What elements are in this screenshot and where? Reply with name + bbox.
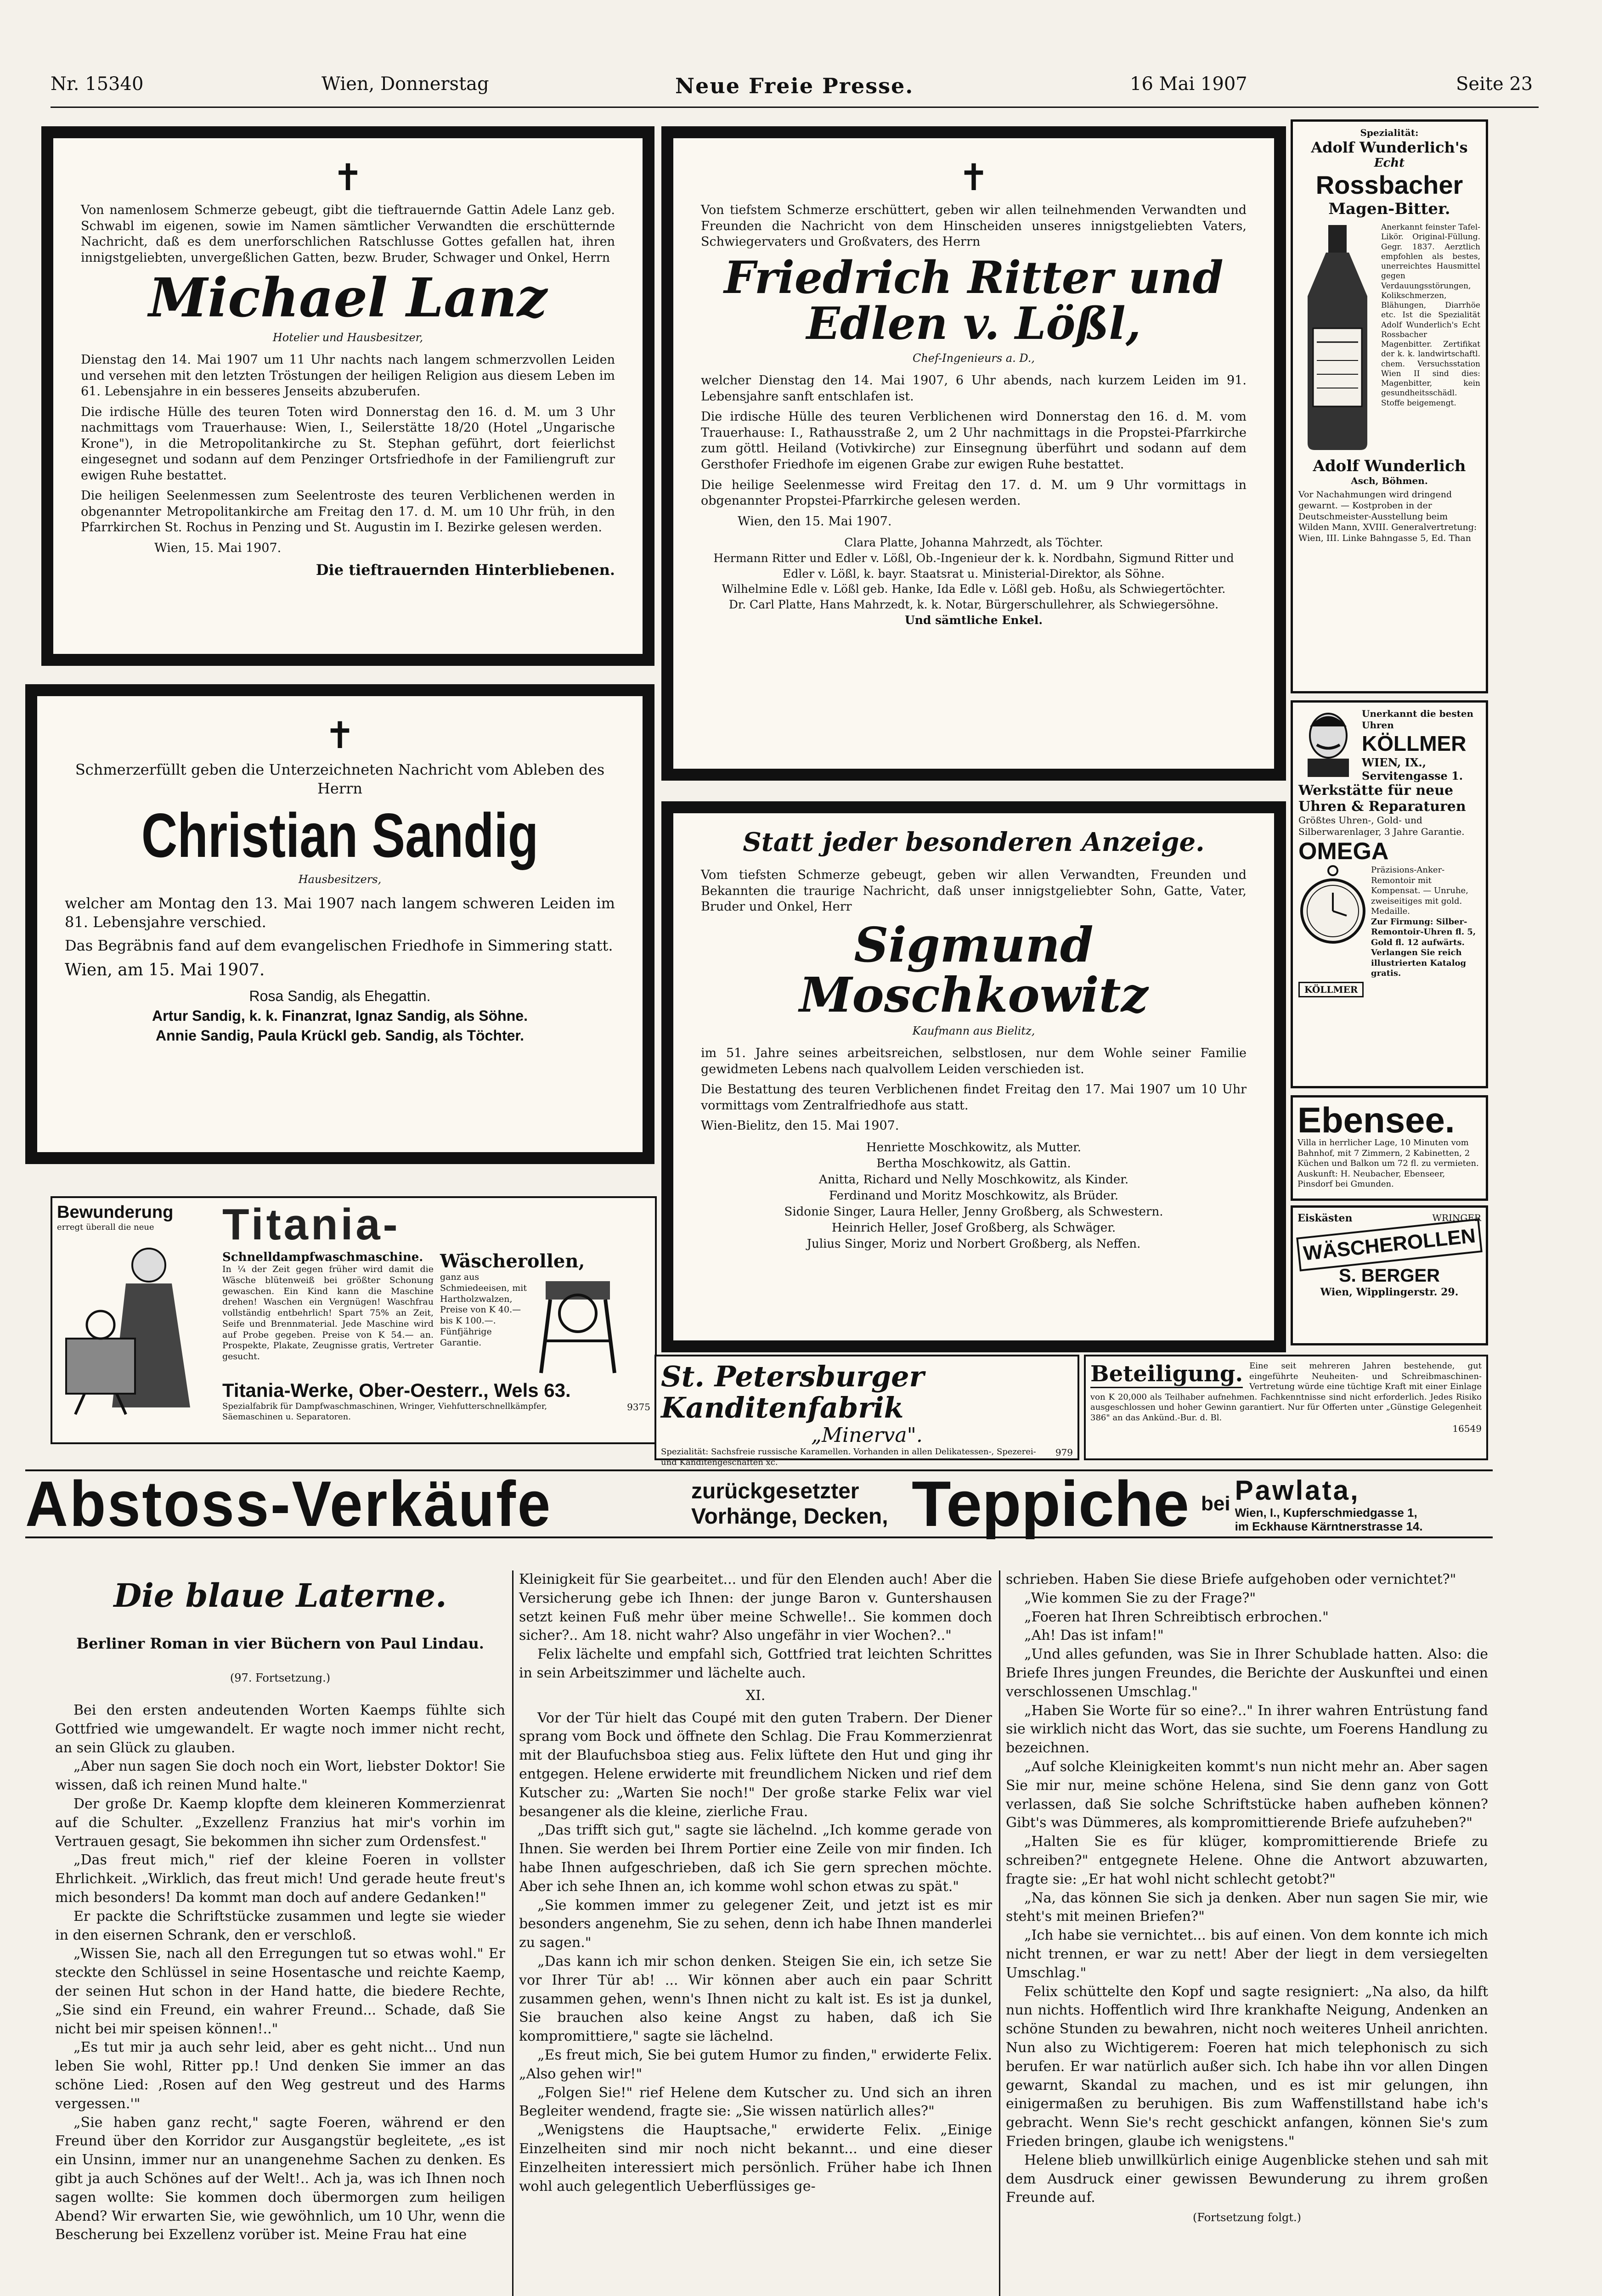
ad-footer-text: Vor Nachahmungen wird dringend gewarnt. — Kostproben in der Deutschmeister-Ausstellung beim Wilden Mann, XVIII. Generalvertretung: Wien, III. Linke Bahngasse 5, Ed. Than [1298, 490, 1477, 543]
paragraph: „Na, das können Sie sich ja denken. Aber nun sagen Sie mir, wie steht's mit meinen Briefen?" [1006, 1890, 1488, 1925]
ad-brand: Titania- [222, 1200, 400, 1249]
ad-name: St. Petersburger Kanditenfabrik [661, 1360, 925, 1425]
paragraph: „Das kann ich mir schon denken. Steigen Sie ein, ich setze Sie vor Ihrer Tür ab! ... Wir können aber auch ein paar Schritt zusammen gehen, wenn's Ihnen nicht zu kalt ist. Es ist ja dunkel, Sie brauchen also keine Angst zu haben, daß ich Sie kompromittiere," sagte sie lächelnd. [519, 1953, 992, 2045]
signers [65, 986, 615, 1046]
paragraph: „Aber nun sagen Sie doch noch ein Wort, liebster Doktor! Sie wissen, daß ich reinen Mund halte." [55, 1758, 505, 1794]
paragraph: Kleinigkeit für Sie gearbeitet... und für den Elenden auch! Aber die Versicherung gebe ich Ihnen: der junge Baron v. Guntershausen setzt keinen Fuß mehr über meine Schwelle!.. Sie kommen doch sicher?.. Am 18. nicht wahr? Also ungefähr in vier Wochen?.." [519, 1571, 992, 1644]
cross-icon: ✝ [332, 156, 364, 199]
issue-number: Nr. 15340 [51, 73, 144, 95]
ad-title: Ebensee. [1297, 1100, 1455, 1140]
ad-product: Magen-Bitter. [1328, 200, 1450, 218]
paper-name: Neue Freie Presse. [675, 73, 914, 98]
ad-left-sub: erregt überall die neue [57, 1222, 154, 1232]
paragraph: „Das trifft sich gut," sagte sie lächelnd. „Ich komme gerade von Ihnen. Sie werden bei Ihrem Portier eine Zeile von mir finden. Ich habe Ihnen aufgeschrieben, daß ich Sie gern sprechen möchte. Aber ich sehe Ihnen an, ich komme wohl schon etwas zu spät." [519, 1822, 992, 1895]
paragraph: Bei den ersten andeutenden Worten Kaemps fühlte sich Gottfried wie umgewandelt. Er wagte noch immer nicht recht, an sein Glück zu glauben. [55, 1702, 505, 1756]
ad-echt: Echt [1374, 156, 1405, 170]
signer-line: Bertha Moschkowitz, als Gattin. [876, 1156, 1071, 1171]
ad-code: 16549 [1452, 1423, 1482, 1434]
banner-product: Teppiche [912, 1468, 1190, 1540]
paragraph: „Es tut mir ja auch sehr leid, aber es geht nicht... Und nun leben Sie wohl, Ritter pp.! Und denken Sie immer an das schöne Lied: ‚Rosen auf den Weg gestreut und des Harms vergessen.'" [55, 2039, 505, 2112]
serial-installment: (97. Fortsetzung.) [230, 1671, 331, 1684]
ad-company-sub: Spezialfabrik für Dampfwaschmaschinen, Wringer, Viehfutterschnellkämpfer, Säemaschinen u. Separatoren. [222, 1401, 547, 1422]
continuation-note: (Fortsetzung folgt.) [1193, 2211, 1301, 2224]
signer-line: Wilhelmine Edle v. Lößl geb. Hanke, Ida Edle v. Lößl geb. Hoßu, als Schwiegertöchter. [722, 582, 1226, 596]
paragraph: „Foeren hat Ihren Schreibtisch erbrochen." [1024, 1609, 1329, 1625]
banner-address-1: Wien, I., Kupferschmiedgasse 1, [1235, 1505, 1417, 1519]
place-date: Wien, 15. Mai 1907. [154, 541, 282, 555]
obituary-body-1: im 51. Jahre seines arbeitsreichen, selbstlosen, nur dem Wohle seiner Familie gewidmeten Lebens nach qualvollem Leiden verschieden ist. [701, 1046, 1247, 1076]
obituary-body-3: Die heilige Seelenmesse wird Freitag den 17. d. M. um 9 Uhr vormittags in obgenannter Propstei-Pfarrkirche gelesen werden. [701, 478, 1247, 508]
notice-header: Statt jeder besonderen Anzeige. [743, 827, 1205, 857]
wringer-machine-icon [532, 1272, 624, 1378]
signer-line: Und sämtliche Enkel. [904, 613, 1043, 627]
ad-brand: Rossbacher [1315, 170, 1463, 199]
column-divider [999, 1570, 1000, 2296]
serial-title: Die blaue Laterne. [113, 1576, 447, 1615]
obituary-body-1: welcher am Montag den 13. Mai 1907 nach langem schweren Leiden im 81. Lebensjahre verschied. [65, 894, 615, 931]
paragraph: Der große Dr. Kaemp klopfte dem kleineren Kommerzienrat auf die Schulter. „Exzellenz Franzius hat mir's vorhin im Vertrauen gesagt, Sie bekommen ihn sicher zum Ordensfest." [55, 1795, 505, 1850]
ad-line: Zur Firmung: Silber-Remontoir-Uhren fl. 5, Gold fl. 12 aufwärts. [1371, 917, 1476, 947]
ad-line: Unerkannt die besten Uhren [1362, 708, 1474, 731]
obituary-intro: Von namenlosem Schmerze gebeugt, gibt die tieftrauernde Gattin Adele Lanz geb. Schwabl im eigenen, sowie im Namen sämtlicher Verwandten die erschütternde Nachricht, daß es dem unerforschlichen Ratschlusse Gottes gefallen hat, ihren innigstgeliebten, unvergeßlichen Gatten, bezw. Bruder, Schwager und Onkel, Herrn [81, 203, 615, 265]
ad-text: Eine seit mehreren Jahren bestehende, gut eingeführte Neuheiten- und Schreibmaschinen-Vertretung würde eine tüchtige Kraft mit einer Einlage von K 20,000 als Teilhaber aufnehmen. Fachkenntnisse sind nicht erforderlich. Jedes Risiko ausgeschlossen und hoher Gewinn garantiert. Nur für Offerten unter „Günstige Gelegenheit 386" an das Ankünd.-Bur. d. Bl. [1090, 1361, 1482, 1423]
deceased-name: Friedrich Ritter und Edlen v. Lößl, [724, 251, 1224, 350]
signer-line: Anitta, Richard und Nelly Moschkowitz, als Kinder. [818, 1172, 1129, 1187]
obituary-intro: Von tiefstem Schmerze erschüttert, geben wir allen teilnehmenden Verwandten und Freunden die Nachricht von dem Hinscheiden unseres innigstgeliebten Vaters, Schwiegervaters und Großvaters, des Herrn [701, 203, 1247, 249]
ad-line: Größtes Uhren-, Gold- und Silberwarenlager, 3 Jahre Garantie. [1298, 815, 1465, 837]
banner-address-2: im Eckhause Kärntnerstrasse 14. [1235, 1519, 1423, 1533]
obituary-body-1: welcher Dienstag den 14. Mai 1907, 6 Uhr abends, nach kurzem Leiden im 91. Lebensjahre sanft entschlafen ist. [701, 373, 1247, 404]
ad-beteiligung [1084, 1355, 1488, 1460]
ad-omega: OMEGA [1298, 838, 1389, 865]
obituary-loessl [661, 126, 1286, 781]
obituary-lanz [41, 126, 654, 666]
deceased-title: Chef-Ingenieurs a. D., [912, 352, 1035, 365]
paragraph: „Folgen Sie!" rief Helene dem Kutscher zu. Und sich an ihren Begleiter wendend, fragte sie: „Sie wissen natürlich alles?" [519, 2084, 992, 2120]
ad-address: Wien, Wipplingerstr. 29. [1320, 1286, 1459, 1298]
ad-footer-name: Adolf Wunderlich [1313, 457, 1466, 475]
ad-badge: KÖLLMER [1298, 982, 1364, 997]
ad-line: Verlangen Sie reich illustrierten Katalog gratis. [1371, 948, 1467, 978]
column-divider [512, 1570, 513, 2296]
bottle-icon [1298, 223, 1376, 452]
paragraph: Helene blieb unwillkürlich einige Augenblicke stehen und sah mit dem Ausdruck einer gewissen Bewunderung zu ihrem großen Freunde auf. [1006, 2152, 1488, 2206]
signers [701, 1140, 1247, 1253]
ad-rossbacher [1291, 119, 1488, 693]
ad-address: WIEN, IX., Servitengasse 1. [1362, 756, 1463, 782]
obituary-intro: Vom tiefsten Schmerze gebeugt, geben wir allen Verwandten, Freunden und Bekannten die traurige Nachricht, daß unser innigstgeliebter Sohn, Gatte, Vater, Bruder und Onkel, Herr [701, 868, 1247, 914]
serial-subtitle: Berliner Roman in vier Büchern von Paul Lindau. [76, 1635, 484, 1652]
cross-icon: ✝ [958, 156, 989, 199]
ad-line: Präzisions-Anker-Remontoir mit Kompensat. — Unruhe, zweiseitiges mit gold. Medaille. [1371, 865, 1468, 916]
signer-line: Hermann Ritter und Edler v. Lößl, Ob.-Ingenieur der k. k. Nordbahn, Sigmund Ritter und Edler v. Lößl, k. bayr. Staatsrat u. Ministerial-Direktor, als Söhne. [713, 551, 1234, 580]
portrait-icon [1298, 708, 1358, 777]
obituary-sandig [25, 684, 654, 1164]
ad-maker: WRINGER [1432, 1212, 1481, 1223]
chapter-number: XI. [745, 1687, 766, 1704]
ad-product: WÄSCHEROLLEN [1296, 1218, 1483, 1271]
signer-line: Heinrich Heller, Josef Großberg, als Schwäger. [831, 1221, 1116, 1235]
paragraph: „Wie kommen Sie zu der Frage?" [1024, 1590, 1256, 1606]
ad-koellmer [1291, 700, 1488, 1088]
obituary-body-2: Das Begräbnis fand auf dem evangelischen Friedhofe in Simmering statt. [65, 936, 613, 954]
paragraph: „Das freut mich," rief der kleine Foeren in vollster Ehrlichkeit. „Wirklich, das freut mich! Und gerade heute freut's mich besonders! Da kommt man doch auf andere Gedanken!" [55, 1852, 505, 1906]
ad-pawlata-banner [25, 1469, 1493, 1538]
banner-headline: Abstoss-Verkäufe [25, 1468, 552, 1540]
signer-line: Clara Platte, Johanna Mahrzedt, als Töchter. [844, 536, 1103, 550]
issue-date: 16 Mai 1907 [1130, 73, 1247, 95]
pocket-watch-icon [1298, 865, 1367, 957]
ad-workshop: Werkstätte für neue Uhren & Reparaturen [1298, 782, 1466, 815]
paragraph: „Ah! Das ist infam!" [1024, 1627, 1164, 1644]
ad-ebensee [1291, 1095, 1488, 1201]
banner-middle-1: zurückgesetzter [691, 1479, 859, 1503]
place-date: Wien, am 15. Mai 1907. [65, 960, 265, 979]
serial-column-2 [519, 1570, 992, 2296]
ad-footer-place: Asch, Böhmen. [1351, 475, 1428, 486]
paragraph: „Es freut mich, Sie bei gutem Humor zu finden," erwiderte Felix. „Also gehen wir!" [519, 2047, 992, 2082]
signer-line: Rosa Sandig, als Ehegattin. [249, 987, 431, 1004]
obituary-body-2: Die irdische Hülle des teuren Verblichenen wird Donnerstag den 16. d. M. vom Trauerhause: I., Rathausstraße 2, um 2 Uhr nachmittags in die Propstei-Pfarrkirche zum göttl. Heiland (Votivkirche) zur Einsegnung überführt und sodann auf dem Gersthofer Friedhofe im eigenen Grabe zur ewigen Ruhe bestattet. [701, 410, 1247, 472]
obituary-body-3: Die heiligen Seelenmessen zum Seelentroste des teuren Verblichenen werden in obgenannter Metropolitankirche am Freitag den 17. d. M. um 10 Uhr früh, in den Pfarrkirchen St. Rochus in Penzing und St. Augustin im I. Bezirke gelesen werden. [81, 489, 615, 535]
banner-bei: bei [1201, 1492, 1230, 1515]
paragraph: „Sie kommen immer zu gelegener Zeit, und jetzt ist es mir besonders angenehm, Sie zu sehen, denn ich habe Ihnen manderlei zu sagen." [519, 1897, 992, 1951]
obituary-body-2: Die irdische Hülle des teuren Toten wird Donnerstag den 16. d. M. um 3 Uhr nachmittags vom Trauerhause: Wien, I., Seilerstätte 18/20 (Hotel „Ungarische Krone"), in die Metropolitankirche zu St. Stephan geführt, dort feierlichst eingesegnet und sodann auf dem Penzinger Ortsfriedhofe in der Familiengruft zur ewigen Ruhe bestattet. [81, 405, 615, 483]
signer-line: Henriette Moschkowitz, als Mutter. [866, 1140, 1081, 1154]
serial-column-1 [55, 1701, 505, 2296]
ad-petersburger [654, 1355, 1079, 1467]
signers [701, 535, 1247, 628]
paragraph: „Wenigstens die Hauptsache," erwiderte Felix. „Einige Einzelheiten sind mir noch nicht bekannt... und eine dieser Einzelheiten interessiert mich persönlich. Früher habe ich Ihnen wohl auch gelegentlich Ueberflüssiges ge- [519, 2122, 992, 2195]
place-day: Wien, Donnerstag [322, 73, 489, 95]
paragraph: Vor der Tür hielt das Coupé mit den guten Trabern. Der Diener sprang vom Bock und öffnete den Schlag. Die Frau Kommerzienrat mit der Blaufuchsboa stieg aus. Felix lüftete den Hut und ging ihr entgegen. Helene erwiderte mit freundlichem Nicken und rief dem Kutscher zu: „Warten Sie noch!" Der große starke Felix war viel besangener als die kleine, zierliche Frau. [519, 1710, 992, 1820]
deceased-name: Sigmund Moschkowitz [799, 916, 1148, 1023]
page-number: Seite 23 [1456, 73, 1533, 95]
ad-brand: KÖLLMER [1362, 732, 1467, 755]
ad-berger [1291, 1205, 1488, 1345]
banner-brand: Pawlata, [1235, 1474, 1360, 1506]
ad-title: Beteiligung. [1090, 1361, 1243, 1388]
paragraph: Er packte die Schriftstücke zusammen und legte sie wieder in den eisernen Schrank, den er verschloß. [55, 1908, 505, 1943]
deceased-title: Hausbesitzers, [298, 872, 382, 886]
paragraph: „Ich habe sie vernichtet... bis auf einen. Von dem konnte ich mich nicht trennen, er war zu nett! Aber der liegt in dem versiegelten Umschlag." [1006, 1927, 1488, 1981]
serial-column-3 [1006, 1570, 1488, 2296]
masthead-rule [51, 107, 1539, 108]
banner-middle-2: Vorhänge, Decken, [691, 1504, 888, 1529]
washing-woman-illustration [57, 1233, 204, 1417]
paragraph: „Wissen Sie, nach all den Erregungen tut so etwas wohl." Er steckte den Schlüssel in seine Hosentasche und reichte Kaemp, der seinen Hut schon in der Hand hatte, die biedere Rechte, „Sie sind ein Freund, ein wahrer Freund... Schade, daß Sie nicht bei mir speisen können!.." [55, 1946, 505, 2037]
paragraph: „Auf solche Kleinigkeiten kommt's nun nicht mehr an. Aber sagen Sie mir nur, meine schöne Helena, sind Sie denn ganz von Gott verlassen, daß Sie solche Schriftstücke haben aufheben können? Gibt's was Dümmeres, als kompromittierende Briefe aufzuheben?" [1006, 1758, 1488, 1831]
ad-maker: Adolf Wunderlich's [1311, 139, 1468, 156]
masthead [51, 73, 1539, 101]
place-date: Wien, den 15. Mai 1907. [738, 514, 892, 529]
deceased-name: Michael Lanz [148, 267, 547, 330]
paragraph: „Halten Sie es für klüger, kompromittierende Briefe zu schreiben?" entgegnete Helene. Ohne die Antwort abzuwarten, fragte sie: „Er hat wohl nicht schlecht getobt?" [1006, 1834, 1488, 1887]
deceased-title: Hotelier und Hausbesitzer, [272, 331, 423, 344]
paragraph: „Und alles gefunden, was Sie in Ihrer Schublade hatten. Also: die Briefe Ihres jungen Freundes, die Berichte der Auskunftei und einen verschlossenen Umschlag." [1006, 1646, 1488, 1700]
signer-line: Annie Sandig, Paula Krückl geb. Sandig, als Töchter. [156, 1027, 524, 1044]
paragraph: schrieben. Haben Sie diese Briefe aufgehoben oder vernichtet?" [1006, 1571, 1456, 1587]
paragraph: „Sie haben ganz recht," sagte Foeren, während er den Freund über den Korridor zur Ausgangstür begleitete, „es ist ein Unsinn, immer nur an unangenehme Sachen zu denken. Es gibt ja auch Schönes auf der Welt!.. Ach ja, was ich Ihnen noch sagen wollte: Sie kommen doch übermorgen zum heiligen Abend? Wir erwarten Sie, wie gewöhnlich, um 10 Uhr, wenn die Bescherung bei Exzellenz vorüber ist. Meine Frau hat eine [55, 2114, 505, 2243]
obituary-moschkowitz [661, 801, 1286, 1352]
signer-line: Ferdinand und Moritz Moschkowitz, als Brüder. [829, 1189, 1119, 1203]
ad-kicker: Spezialität: [1360, 127, 1419, 138]
signature: Die tieftrauernden Hinterbliebenen. [316, 561, 615, 579]
ad-code: 979 [1055, 1447, 1073, 1458]
ad-headline-1: Schnelldampfwaschmaschine. [222, 1250, 423, 1264]
ad-sub: „Minerva". [811, 1424, 923, 1447]
paragraph: Felix schüttelte den Kopf und sagte resigniert: „Na also, da hilft nun nichts. Hoffentlich wird Ihre krankhafte Neigung, Andenken an schöne Stunden zu bewahren, nicht noch weiteres Unheil anrichten. Nun also zu Wichtigerem: Foeren hat mich telephonisch zu sich berufen. Er war natürlich außer sich. Ich habe ihn vor allen Dingen gewarnt, Skandal zu machen, und es ist mir gelungen, ihn einigermaßen zu beruhigen. Bis zum Waffenstillstand habe ich's gebracht. Wenn Sie's recht geschickt anfangen, können Sie's zum Frieden bringen, glaube ich wenigstens." [1006, 1983, 1488, 2150]
ad-headline-2: Wäscherollen, [440, 1250, 585, 1272]
obituary-body-1: Dienstag den 14. Mai 1907 um 11 Uhr nachts nach langem schmerzvollen Leiden und versehen mit den letzten Tröstungen der heiligen Religion aus diesem Leben im 61. Lebensjahre in ein besseres Jenseits abzuberufen. [81, 352, 615, 399]
deceased-title: Kaufmann aus Bielitz, [912, 1024, 1035, 1038]
paragraph: Felix lächelte und empfahl sich, Gottfried trat leichten Schrittes in sein Arbeitszimmer und lächelte auch. [519, 1646, 992, 1681]
ad-text-2: ganz aus Schmiedeeisen, mit Hartholzwalzen, Preise von K 40.— bis K 100.—. Fünfjährige Garantie. [440, 1272, 527, 1348]
cross-icon: ✝ [324, 714, 355, 757]
signer-line: Artur Sandig, k. k. Finanzrat, Ignaz Sandig, als Söhne. [152, 1007, 528, 1024]
obituary-body-2: Die Bestattung des teuren Verblichenen findet Freitag den 17. Mai 1907 um 10 Uhr vormittags vom Zentralfriedhofe aus statt. [701, 1082, 1247, 1113]
deceased-name: Christian Sandig [141, 800, 539, 870]
ad-left-title: Bewunderung [57, 1203, 174, 1222]
place-date: Wien-Bielitz, den 15. Mai 1907. [701, 1119, 899, 1133]
ad-text: Spezialität: Sachsfreie russische Karamellen. Vorhanden in allen Delikatessen-, Spezerei- und Kanditengeschäften xc. [661, 1447, 1036, 1467]
signer-line: Sidonie Singer, Laura Heller, Jenny Großberg, als Schwestern. [784, 1205, 1163, 1219]
ad-text: In ¼ der Zeit gegen früher wird damit die Wäsche blütenweiß bei größter Schonung gewaschen. Ein Kind kann die Maschine drehen! Waschen ein Vergnügen! Waschfrau vollständig entbehrlich! Spart 75% an Zeit, Seife und Brennmaterial. Jede Maschine wird auf Probe gegeben. Preise von K 54.— an. Prospekte, Plakate, Zeugnisse gratis, Vertreter gesucht. [222, 1264, 434, 1362]
ad-top: Eiskästen [1297, 1212, 1353, 1224]
serial-header [55, 1576, 505, 1626]
ad-company: Titania-Werke, Ober-Oesterr., Wels 63. [222, 1379, 571, 1401]
obituary-intro: Schmerzerfüllt geben die Unterzeichneten Nachricht vom Ableben des Herrn [75, 761, 605, 797]
signer-line: Julius Singer, Moriz und Norbert Großberg, als Neffen. [807, 1237, 1141, 1251]
ad-titania [51, 1196, 657, 1444]
ad-text: Villa in herrlicher Lage, 10 Minuten vom Bahnhof, mit 7 Zimmern, 2 Kabinetten, 2 Küchen und Balkon um 72 fl. zu vermieten. Auskunft: H. Neubacher, Ebenseer, Pinsdorf bei Gmunden. [1297, 1138, 1479, 1189]
paragraph: „Haben Sie Worte für so eine?.." In ihrer wahren Entrüstung fand sie wirklich nicht das Wort, das sie suchte, um Foerens Handlung zu bezeichnen. [1006, 1702, 1488, 1756]
ad-brand: S. BERGER [1338, 1266, 1440, 1286]
ad-code: 9375 [627, 1401, 650, 1412]
signer-line: Dr. Carl Platte, Hans Mahrzedt, k. k. Notar, Bürgerschullehrer, als Schwiegersöhne. [728, 598, 1219, 612]
ad-text: Anerkannt feinster Tafel-Likör. Original-Füllung. Gegr. 1837. Aerztlich empfohlen als bestes, unerreichtes Hausmittel gegen Verdauungsstörungen, Kolikschmerzen, Blähungen, Diarrhöe etc. Ist die Spezialität Adolf Wunderlich's Echt Rossbacher Magenbitter. Zertifikat der k. k. landwirtschaftl. chem. Versuchsstation Wien II sind dies: Magenbitter, kein gesundheitsschädl. Stoffe beigemengt. [1381, 223, 1480, 408]
